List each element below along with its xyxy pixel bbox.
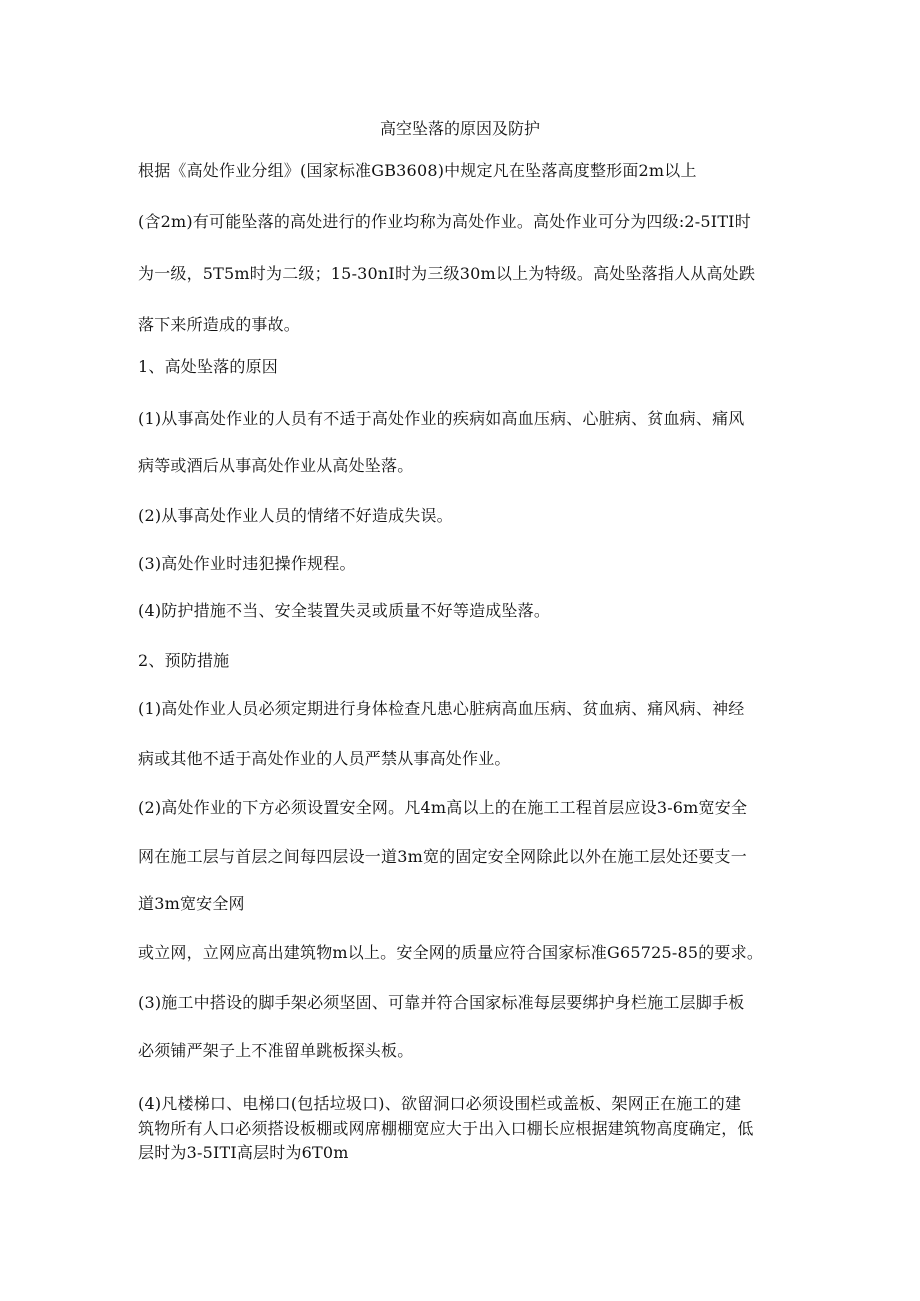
paragraph-line: (4)防护措施不当、安全装置失灵或质量不好等造成坠落。 bbox=[138, 601, 551, 620]
paragraph-line: 层时为3-5ITI高层时为6T0m bbox=[138, 1143, 349, 1162]
paragraph-line: 必须铺严架子上不准留单跳板探头板。 bbox=[138, 1041, 414, 1060]
paragraph-line: 道3m宽安全网 bbox=[138, 894, 245, 913]
paragraph-line: 筑物所有人口必须搭设板棚或网席棚棚宽应大于出入口棚长应根据建筑物高度确定，低 bbox=[138, 1119, 754, 1138]
paragraph-line: (2)从事高处作业人员的情绪不好造成失误。 bbox=[138, 506, 453, 525]
paragraph-line: 病或其他不适于高处作业的人员严禁从事高处作业。 bbox=[138, 749, 511, 768]
paragraph-line: (4)凡楼梯口、电梯口(包括垃圾口)、欲留洞口必须设围栏或盖板、架网正在施工的建 bbox=[138, 1094, 742, 1113]
section-heading: 2、预防措施 bbox=[138, 651, 230, 670]
paragraph-line: 或立网，立网应高出建筑物m以上。安全网的质量应符合国家标准G65725-85的要求。 bbox=[138, 943, 764, 962]
document-title: 高空坠落的原因及防护 bbox=[379, 119, 540, 138]
paragraph-line: 落下来所造成的事故。 bbox=[138, 315, 301, 334]
paragraph-line: (2)高处作业的下方必须设置安全网。凡4m高以上的在施工工程首层应设3-6m宽安全 bbox=[138, 798, 748, 817]
paragraph-line: 病等或酒后从事高处作业从高处坠落。 bbox=[138, 456, 414, 475]
paragraph-line: (1)高处作业人员必须定期进行身体检查凡患心脏病高血压病、贫血病、痛风病、神经 bbox=[138, 699, 745, 718]
paragraph-line: (3)施工中搭设的脚手架必须坚固、可靠并符合国家标准每层要绑护身栏施工层脚手板 bbox=[138, 993, 745, 1012]
paragraph-line: (含2m)有可能坠落的高处进行的作业均称为高处作业。高处作业可分为四级:2-5ITI时 bbox=[138, 212, 751, 231]
paragraph-line: (3)高处作业时违犯操作规程。 bbox=[138, 554, 356, 573]
paragraph-line: (1)从事高处作业的人员有不适于高处作业的疾病如高血压病、心脏病、贫血病、痛风 bbox=[138, 409, 745, 428]
paragraph-line: 网在施工层与首层之间每四层设一道3m宽的固定安全网除此以外在施工层处还要支一 bbox=[138, 847, 747, 866]
section-heading: 1、高处坠落的原因 bbox=[138, 357, 278, 376]
paragraph-line: 为一级，5T5m时为二级；15-30nI时为三级30m以上为特级。高处坠落指人从高处跌 bbox=[138, 264, 756, 283]
paragraph-line: 根据《高处作业分组》(国家标准GB3608)中规定凡在坠落高度整形面2m以上 bbox=[138, 161, 697, 180]
